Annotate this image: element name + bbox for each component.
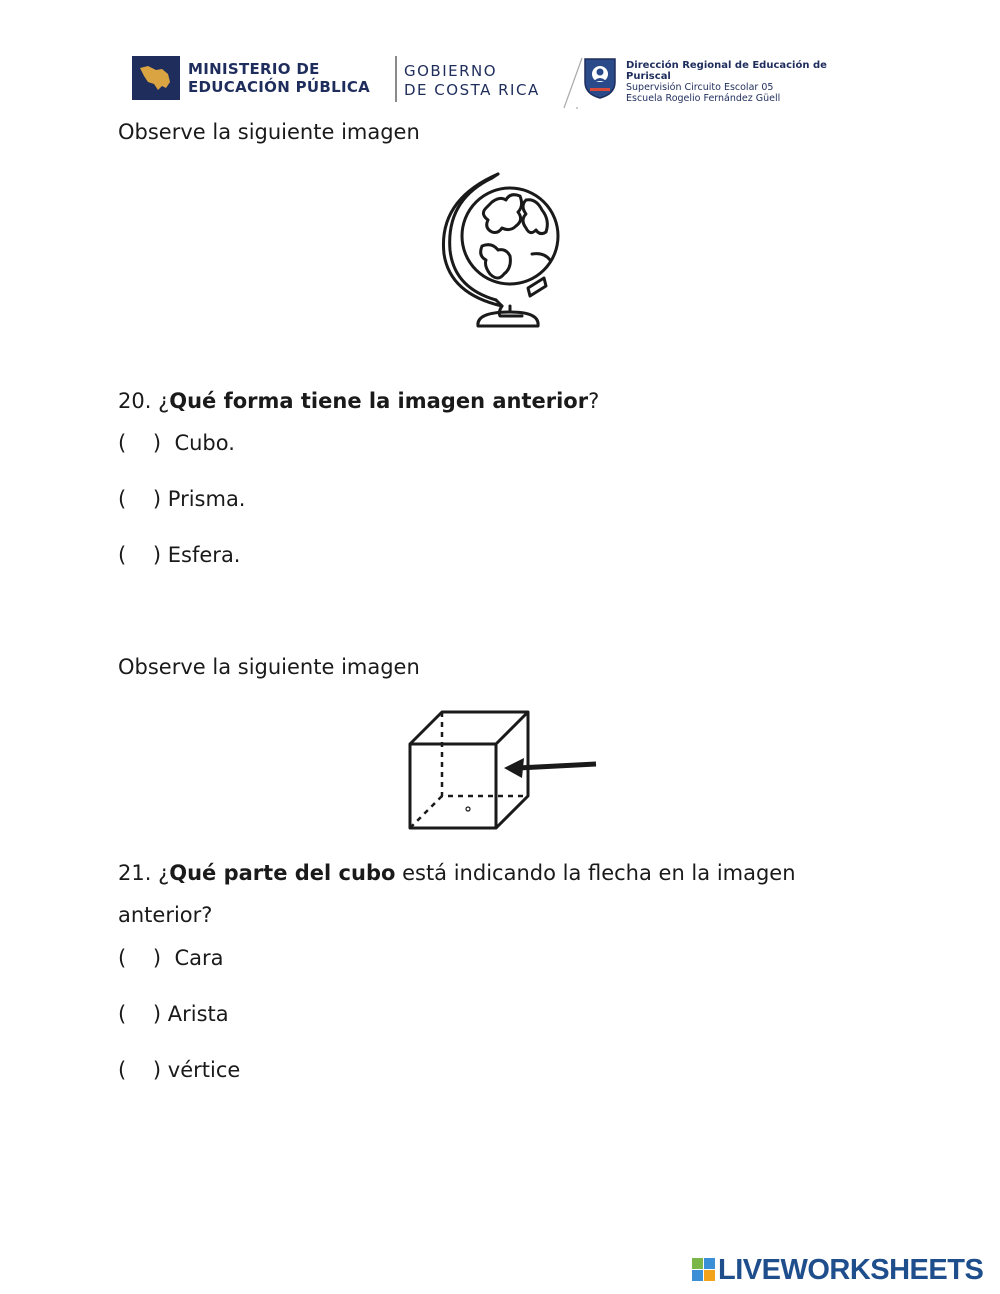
option-cara[interactable] [118,945,224,971]
option-prisma[interactable] [118,486,246,512]
header-divider [395,56,397,102]
ministry-name: MINISTERIO DE EDUCACIÓN PÚBLICA [188,60,371,96]
option-label: Cara [167,946,224,970]
option-label: vértice [167,1058,241,1082]
costa-rica-map-icon [132,56,180,100]
question-close-mark: ? [588,389,600,413]
question-bold-text: Qué parte del cubo [169,861,396,885]
liveworksheets-logo [692,1253,992,1287]
question-bold-text: Qué forma tiene la imagen anterior [169,389,589,413]
option-label: Cubo. [167,431,235,455]
option-vertice[interactable] [118,1057,240,1083]
option-bracket[interactable]: ( ) [118,1002,162,1026]
globe-icon [440,170,564,332]
option-bracket[interactable]: ( ) [118,946,162,970]
question-number: 21. [118,861,152,885]
option-arista[interactable] [118,1001,229,1027]
option-esfera[interactable] [118,542,240,568]
question-21 [118,860,796,886]
question-21-line2: anterior? [118,903,213,927]
option-bracket[interactable]: ( ) [118,487,162,511]
option-bracket[interactable]: ( ) [118,431,162,455]
option-label: Arista [167,1002,229,1026]
liveworksheets-wordmark: LIVEWORKSHEETS [718,1254,984,1286]
option-bracket[interactable]: ( ) [118,1058,162,1082]
question-open-mark: ¿ [158,389,170,413]
instruction-2: Observe la siguiente imagen [118,655,420,679]
government-name: GOBIERNO DE COSTA RICA [404,62,540,99]
question-open-mark: ¿ [158,861,170,885]
option-label: Esfera. [167,543,241,567]
question-rest-text: está indicando la flecha en la imagen [395,861,796,885]
header-logos [132,52,872,112]
regional-direction: Dirección Regional de Educación de Puriscal Supervisión Circuito Escolar 05 Escuela Rogelio Fernández Güell [626,60,827,104]
option-bracket[interactable]: ( ) [118,543,162,567]
option-label: Prisma. [167,487,246,511]
question-number: 20. [118,389,152,413]
cube-with-arrow-icon [402,704,602,834]
liveworksheets-blocks-icon [692,1258,716,1282]
question-20 [118,388,599,414]
option-cubo[interactable] [118,430,235,456]
instruction-1: Observe la siguiente imagen [118,120,420,144]
school-shield-icon [582,56,618,100]
